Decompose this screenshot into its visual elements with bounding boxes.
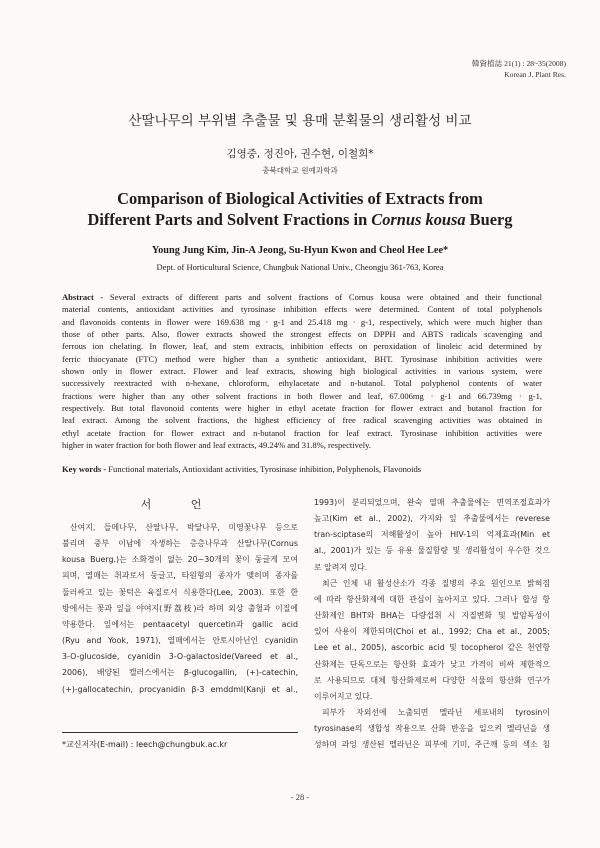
abstract-line: higher in water fraction for both flower and leaf extracts, 49.24% and 31.8%, respectively. <box>62 440 371 451</box>
abstract <box>62 291 542 451</box>
body-text-line: al., 2001)가 있는 등 유용 물질함량 및 생리활성이 우수한 것으 <box>314 546 550 556</box>
abstract-line: those of other parts. Also, flower extracts showed the strongest effects on DPPH and ABTS radicals scavenging and <box>62 329 542 340</box>
english-title-line2-suffix: Buerg <box>465 210 513 229</box>
english-affiliation: Dept. of Horticultural Science, Chungbuk National Univ., Cheongju 361-763, Korea <box>156 262 444 272</box>
abstract-line: shown only in flower extract. Flower and leaf extracts, showing high biological activities in various system, were <box>62 366 542 377</box>
body-text-line: 3-O-glucoside, cyanidin 3-O-galactoside(Vareed et al., <box>62 652 298 662</box>
abstract-line: ferrous ion chelating. In flower, leaf, and stem extracts, inhibition effects on peroxidation of linoleic acid determined by <box>62 341 542 352</box>
abstract-line: fractions were higher than any other solvent fractions in both flower and leaf, 67.006mg · g-1 and 66.739mg · g-1, <box>62 390 542 401</box>
body-text-line: 1993)이 분리되었으며, 완숙 열매 추출물에는 면역조절효과가 <box>314 498 550 507</box>
english-authors: Young Jung Kim, Jin-A Jeong, Su-Hyun Kwon and Cheol Hee Lee* <box>151 245 449 256</box>
footnote-divider <box>62 732 298 733</box>
english-title <box>0 188 600 230</box>
body-text-line: Lee et al., 2005), ascorbic acid 및 tocopherol 같은 천연항 <box>314 643 550 653</box>
abstract-label: Abstract - <box>62 292 110 302</box>
korean-title: 산딸나무의 부위별 추출물 및 용매 분획물의 생리활성 비교 <box>128 113 472 129</box>
abstract-line: ferric thiocyanate (FTC) method were higher than a synthetic antioxidant, BHT. Tyrosinase inhibition activities were <box>62 353 542 364</box>
body-text-line: 방에서는 꽃과 잎을 야여지(野荔枝)라 하며 외상 출혈과 이질에 <box>62 603 298 613</box>
abstract-line: Abstract - Several extracts of different parts and solvent fractions of Cornus kousa were obtained and their functional <box>62 292 542 302</box>
body-text-line: 둘러싸고 있는 꽃턱은 육질로서 식용한다(Lee, 2003). 또한 한 <box>62 587 298 597</box>
page-number: - 28 - <box>290 792 310 802</box>
body-text-line: 불리며 중부 이남에 자생하는 층층나무과 산딸나무(Cornus <box>62 539 298 549</box>
body-text-line: tran-sciptase의 저해활성이 높아 HIV-1의 억제효과(Min et <box>314 530 550 540</box>
body-text-line: kousa Buerg.)는 소화경이 없는 20~30개의 꽃이 둥글게 모여 <box>62 555 298 565</box>
english-title-line1: Comparison of Biological Activities of Extracts from <box>117 189 483 208</box>
abstract-line: ethyl acetate fraction for flower extract and n-butanol fraction for leaf extract. Tyrosinase inhibition activities were <box>62 427 542 438</box>
body-text-line: 2006), 배양된 캘러스에서는 β-glucogallin, (+)-catechin, <box>62 668 298 678</box>
right-column <box>314 495 550 754</box>
body-text-line: 로 사용되므로 대체 항산화제로써 다양한 식물의 항산화 연구가 <box>314 675 550 685</box>
body-text-line: 있어 사용이 제한되며(Choi et al., 1992; Cha et al., 2005; <box>314 627 550 637</box>
body-text-line: tyrosinase의 생합성 작용으로 산화 반응을 일으켜 멜라닌을 생 <box>314 724 550 734</box>
body-text-line: 로 알려져 있다. <box>314 562 368 572</box>
section-heading: 서 언 <box>140 498 220 511</box>
body-text-line: 피부가 자외선에 노출되면 멜라닌 세포내의 tyrosin이 <box>322 708 550 718</box>
left-column <box>62 520 298 698</box>
body-text-line: 에 따라 항산화제에 대한 관심이 높아지고 있다. 그러나 합성 항 <box>314 594 550 604</box>
abstract-line: leaf extract. Among the solvent fractions, the highest efficiency of free radical scavenging activities was obtained in <box>62 415 542 426</box>
body-text-line: 이루어지고 있다. <box>314 691 373 701</box>
korean-authors: 김영중, 정진아, 권수현, 이철희* <box>226 148 374 160</box>
journal-name: Korean J. Plant Res. <box>504 70 566 79</box>
journal-citation: 韓資植誌 21(1) : 28~35(2008) <box>471 59 566 68</box>
english-title-line2 <box>0 209 600 230</box>
body-text-line: 산화제인 BHT와 BHA는 다량섭취 시 지질변화 및 발암독성이 <box>314 611 550 621</box>
abstract-line: and flavonoids contents in flower were 169.638 mg · g-1 and 25.418 mg · g-1, respectively, which were much higher than <box>62 316 542 327</box>
body-text-line: 산화제는 단독으로는 항산화 효과가 낮고 가격이 비싸 제한적으 <box>314 659 550 669</box>
korean-affiliation: 충북대학교 원예과학과 <box>262 166 338 175</box>
body-text-line: 성하며 과잉 생산된 멜라닌은 피부에 기미, 주근깨 등의 색소 침 <box>314 740 550 750</box>
keywords-label: Key words - <box>62 464 109 474</box>
abstract-line: successively reextracted with n-hexane, chloroform, ethylacetate and n-butanol. Total polyphenol contents of water <box>62 378 542 389</box>
body-text-line: 높고(Kim et al., 2002), 가지와 잎 추출물에서는 reverese <box>314 514 550 524</box>
abstract-line: material contents, antioxidant activities and tyrosinase inhibition effects were determined. Content of total polyphenols <box>62 304 542 315</box>
body-text-line: 피며, 열매는 취과로서 둥글고, 타원형의 종자가 맺히며 종자를 <box>62 571 298 581</box>
keywords-text: Functional materials, Antioxidant activities, Tyrosinase inhibition, Polyphenols, Flavonoids <box>108 464 422 474</box>
english-title-line2-prefix: Different Parts and Solvent Fractions in <box>87 210 372 229</box>
journal-header <box>472 58 566 80</box>
body-text-line: (+)-gallocatechin, procyanidin β-3 emddml(Kanji et al., <box>62 684 298 694</box>
body-text-line: 산여지, 들메나무, 산딸나무, 박달나무, 미영꽃나무 등으로 <box>70 523 298 532</box>
english-title-species: Cornus kousa <box>371 210 466 229</box>
body-text-line: (Ryu and Yook, 1971), 열매에서는 안토시아닌인 cyanidin <box>62 636 298 646</box>
body-text-line: 최근 인체 내 활성산소가 각종 질병의 주요 원인으로 밝혀짐 <box>322 578 550 588</box>
abstract-line: respectively. But total flavonoid contents were higher in ethyl acetate fraction for flower extract and butanol fraction for <box>62 403 542 414</box>
corresponding-author-footnote: *교신저자(E-mail) : leech@chungbuk.ac.kr <box>62 740 228 749</box>
body-text-line: 약용한다. 잎에서는 pentaacetyl quercetin과 gallic acid <box>62 619 298 629</box>
keywords <box>62 464 542 474</box>
